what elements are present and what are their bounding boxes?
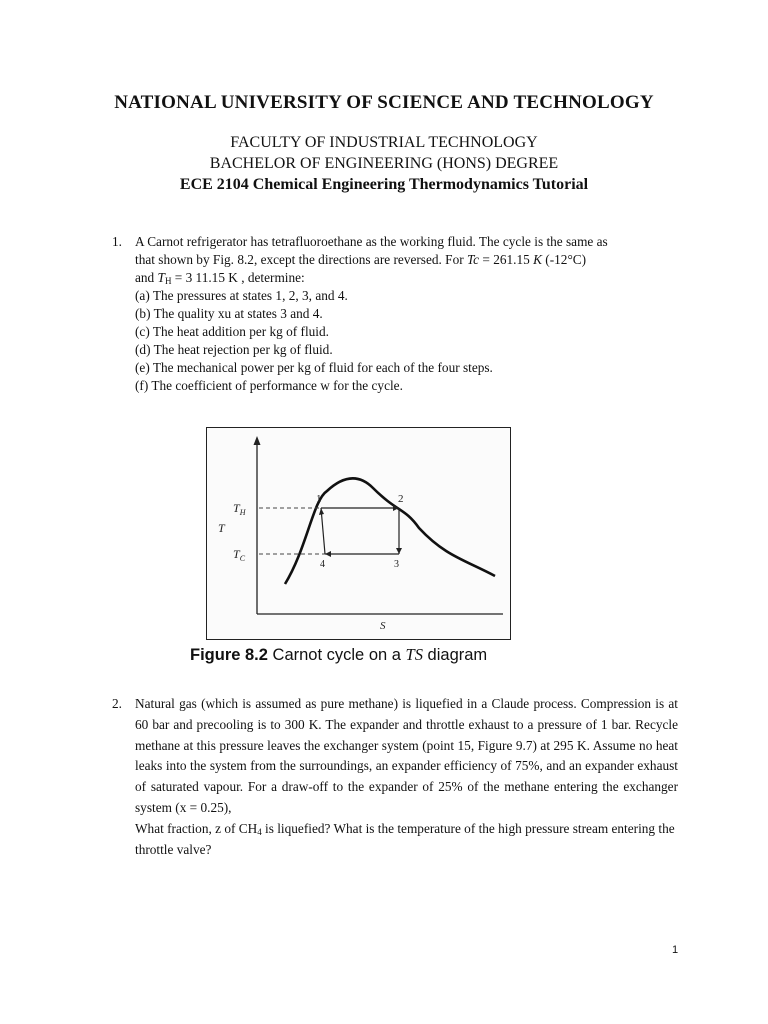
q1-line-1: A Carnot refrigerator has tetrafluoroethane as the working fluid. The cycle is the same as [135, 234, 608, 249]
tc-label: $T_C$ [233, 547, 246, 563]
q1-line-2: that shown by Fig. 8.2, except the directions are reversed. For Tc = 261.15 K (-12°C) [135, 252, 587, 267]
q1-line-3: and $T_H = 3$ 11.15 K , determine: [135, 270, 305, 286]
q1-item-b: (b) The quality xu at states 3 and 4. [135, 306, 323, 321]
page-number: 1 [672, 944, 679, 956]
point-4-label: 4 [320, 559, 325, 570]
point-3-label: 3 [394, 559, 399, 570]
ts-diagram-figure [206, 427, 511, 640]
q1-item-e: (e) The mechanical power per kg of fluid for each of the four steps. [135, 360, 493, 375]
q1-item-c: (c) The heat addition per kg of fluid. [135, 324, 329, 339]
q1-item-a: (a) The pressures at states 1, 2, 3, and 4. [135, 288, 348, 303]
cycle-line-4-1 [321, 508, 325, 554]
th-label: $T_H$ [233, 501, 246, 517]
question-1 [112, 233, 674, 395]
figure-caption: Figure 8.2 Carnot cycle on a TS diagram [190, 645, 488, 664]
q1-item-f: (f) The coefficient of performance w for the cycle. [135, 378, 403, 393]
x-axis-label: S [380, 620, 386, 632]
degree-heading: BACHELOR OF ENGINEERING (HONS) DEGREE [209, 155, 559, 172]
point-2-label: 2 [398, 493, 404, 505]
question-2 [112, 694, 678, 860]
faculty-heading: FACULTY OF INDUSTRIAL TECHNOLOGY [230, 134, 538, 151]
question-number: 2. [112, 696, 122, 711]
question-number: 1. [112, 234, 122, 249]
q2-text-a: Natural gas (which is assumed as pure methane) is liquefied in a Claude process. Compression is at 60 bar and precooling is to 300 K. The expander and throttle exhaust to a pressure of 1 bar. Recycle methane at this pressure leaves the exchanger system (point 15, Figure 9.7) at 295 K. Assume no heat leaks into the system from the surroundings, an expander efficiency of 75%, and an expander exhaust of saturated vapour. For a draw-off to the expander of 25% of the methane entering the exchanger system (x = 0.25), [135, 696, 678, 815]
course-heading: ECE 2104 Chemical Engineering Thermodynamics Tutorial [179, 176, 589, 193]
q1-item-d: (d) The heat rejection per kg of fluid. [135, 342, 333, 357]
y-axis-label: T [218, 521, 225, 535]
point-1-label: 1 [316, 493, 322, 505]
q2-text-b: What fraction, z of $CH_4$ is liquefied? What is the temperature of the high pressure stream entering the throttle valve? [135, 820, 675, 857]
y-axis-arrow-icon [254, 436, 261, 445]
university-title: NATIONAL UNIVERSITY OF SCIENCE AND TECHNOLOGY [114, 92, 654, 113]
